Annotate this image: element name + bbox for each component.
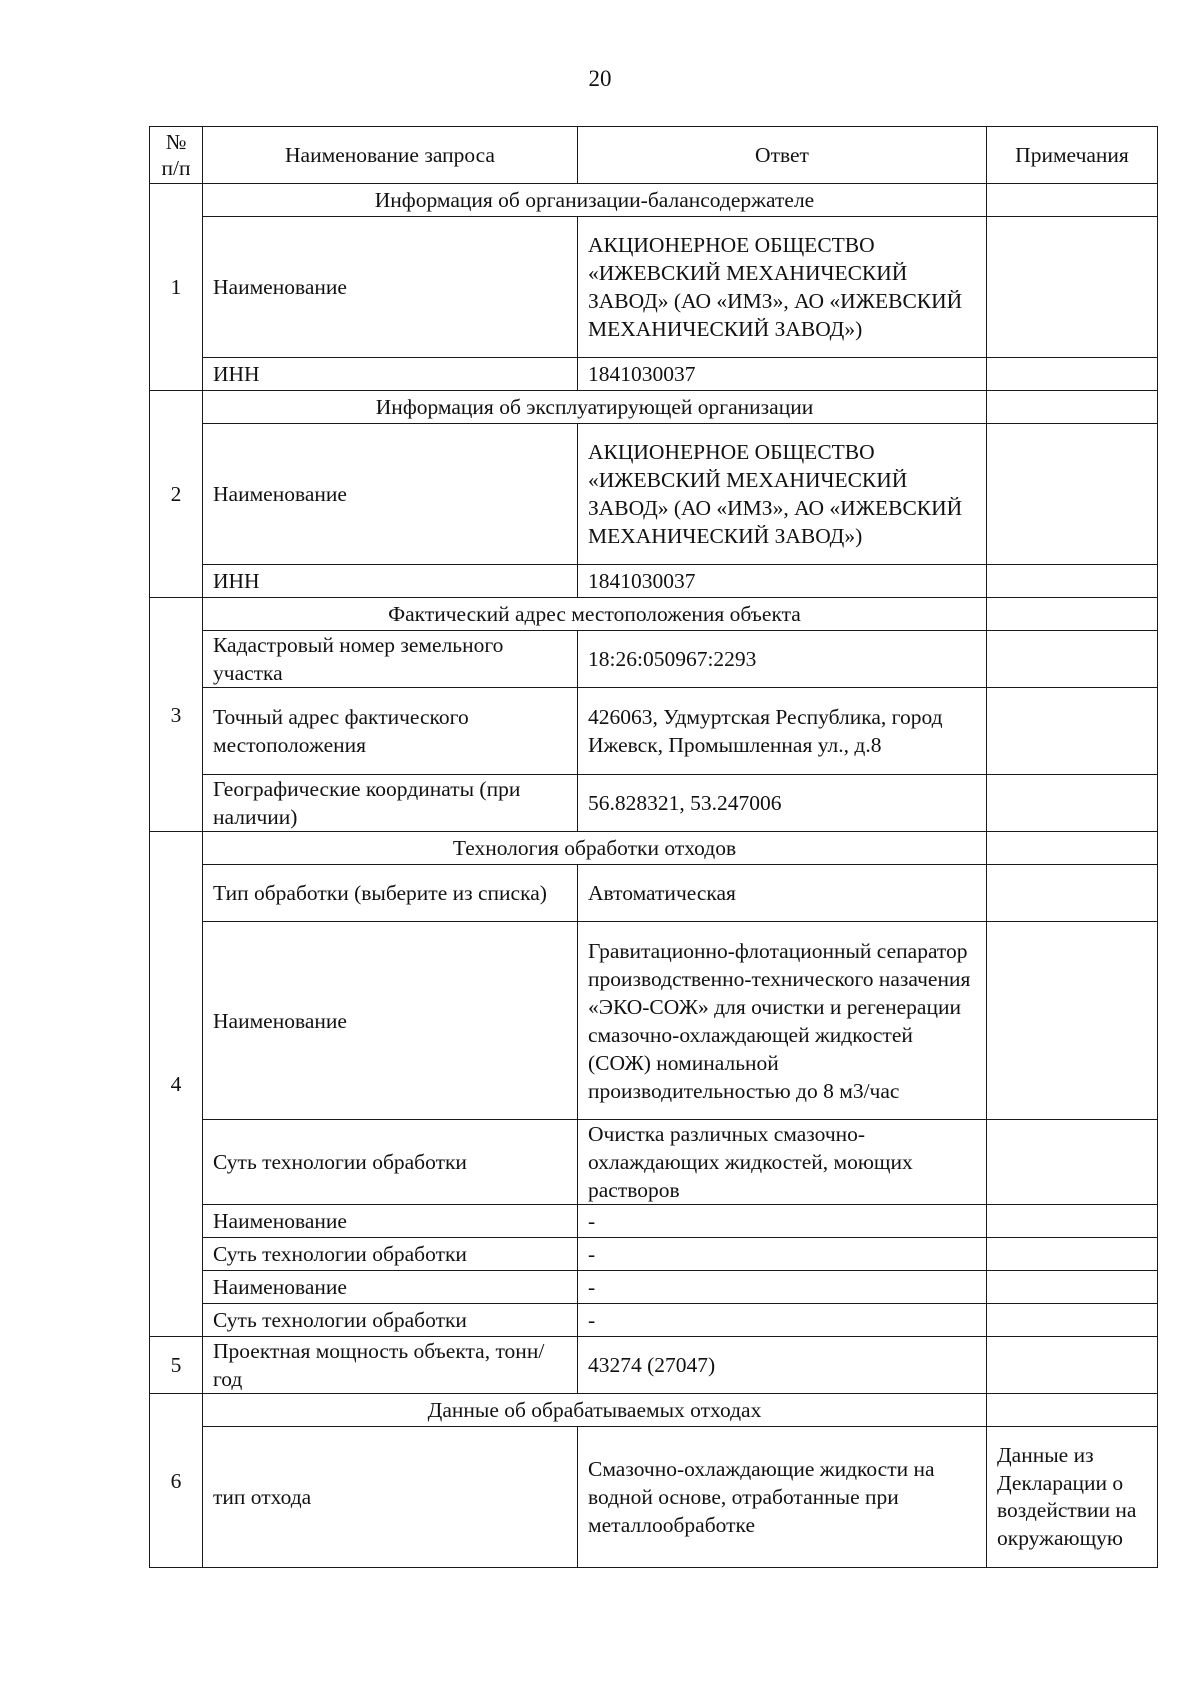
table-row <box>150 1205 1158 1238</box>
row-number: 2 <box>150 391 203 598</box>
note-cell <box>987 1238 1158 1271</box>
row-number: 5 <box>150 1337 203 1394</box>
header-number: № п/п <box>150 127 203 184</box>
answer-value: - <box>578 1304 987 1337</box>
table-row <box>150 565 1158 598</box>
section-title: Данные об обрабатываемых отходах <box>203 1394 987 1427</box>
row-number: 1 <box>150 184 203 391</box>
table-row <box>150 424 1158 565</box>
row-number: 6 <box>150 1394 203 1568</box>
section-title-row <box>150 598 1158 631</box>
section-title-row <box>150 832 1158 865</box>
note-cell <box>987 1271 1158 1304</box>
request-label: Наименование <box>203 922 578 1120</box>
request-label: тип отхода <box>203 1427 578 1568</box>
table-row <box>150 1238 1158 1271</box>
request-label: Географические координаты (при наличии) <box>203 775 578 832</box>
note-cell <box>987 424 1158 565</box>
answer-value: - <box>578 1205 987 1238</box>
request-label: Наименование <box>203 1271 578 1304</box>
note-cell <box>987 1120 1158 1205</box>
table-row <box>150 358 1158 391</box>
answer-value: 43274 (27047) <box>578 1337 987 1394</box>
table-row <box>150 865 1158 922</box>
table-row <box>150 217 1158 358</box>
request-label: ИНН <box>203 358 578 391</box>
answer-value: Гравитационно-флотационный сепаратор производственно-технического назачения «ЭКО-СОЖ» для очистки и регенерации смазочно-охлаждающей жидкостей (СОЖ) номинальной производительностью до 8 м3/час <box>578 922 987 1120</box>
note-cell <box>987 832 1158 865</box>
note-cell <box>987 391 1158 424</box>
section-title: Информация об эксплуатирующей организации <box>203 391 987 424</box>
note-cell <box>987 631 1158 688</box>
note-cell <box>987 865 1158 922</box>
section-title: Технология обработки отходов <box>203 832 987 865</box>
section-title-row <box>150 391 1158 424</box>
table-row <box>150 631 1158 688</box>
section-title: Фактический адрес местоположения объекта <box>203 598 987 631</box>
note-cell <box>987 1337 1158 1394</box>
answer-value: - <box>578 1238 987 1271</box>
table-row <box>150 1304 1158 1337</box>
request-label: Точный адрес фактического местоположения <box>203 688 578 775</box>
row-number: 4 <box>150 832 203 1337</box>
table-header-row <box>150 127 1158 184</box>
table-row <box>150 1337 1158 1394</box>
section-title-row <box>150 184 1158 217</box>
header-answer: Ответ <box>578 127 987 184</box>
table-row <box>150 688 1158 775</box>
answer-value: АКЦИОНЕРНОЕ ОБЩЕСТВО «ИЖЕВСКИЙ МЕХАНИЧЕСКИЙ ЗАВОД» (АО «ИМЗ», АО «ИЖЕВСКИЙ МЕХАНИЧЕСКИЙ ЗАВОД») <box>578 217 987 358</box>
answer-value: 426063, Удмуртская Республика, город Ижевск, Промышленная ул., д.8 <box>578 688 987 775</box>
request-label: Кадастровый номер земельного участка <box>203 631 578 688</box>
note-cell <box>987 217 1158 358</box>
note-cell <box>987 184 1158 217</box>
section-title: Информация об организации-балансодержателе <box>203 184 987 217</box>
request-label: Суть технологии обработки <box>203 1120 578 1205</box>
request-label: Тип обработки (выберите из списка) <box>203 865 578 922</box>
table-row <box>150 1271 1158 1304</box>
header-name: Наименование запроса <box>203 127 578 184</box>
request-label: Суть технологии обработки <box>203 1304 578 1337</box>
page-number: 20 <box>588 66 612 91</box>
note-cell <box>987 1304 1158 1337</box>
note-cell: Данные из Декларации о воздействии на окружающую <box>987 1427 1158 1568</box>
request-label: Наименование <box>203 217 578 358</box>
note-cell <box>987 922 1158 1120</box>
answer-value: - <box>578 1271 987 1304</box>
request-label: Проектная мощность объекта, тонн/год <box>203 1337 578 1394</box>
note-cell <box>987 565 1158 598</box>
answer-value: АКЦИОНЕРНОЕ ОБЩЕСТВО «ИЖЕВСКИЙ МЕХАНИЧЕСКИЙ ЗАВОД» (АО «ИМЗ», АО «ИЖЕВСКИЙ МЕХАНИЧЕСКИЙ ЗАВОД») <box>578 424 987 565</box>
note-cell <box>987 688 1158 775</box>
table-row <box>150 775 1158 832</box>
table-row <box>150 1427 1158 1568</box>
request-label: Наименование <box>203 1205 578 1238</box>
request-label: Суть технологии обработки <box>203 1238 578 1271</box>
request-label: Наименование <box>203 424 578 565</box>
header-notes: Примечания <box>987 127 1158 184</box>
answer-value: Автоматическая <box>578 865 987 922</box>
row-number: 3 <box>150 598 203 832</box>
answer-value: Смазочно-охлаждающие жидкости на водной основе, отработанные при металлообработке <box>578 1427 987 1568</box>
answer-value: 18:26:050967:2293 <box>578 631 987 688</box>
table-row <box>150 1120 1158 1205</box>
request-table <box>149 126 1158 1568</box>
answer-value: 1841030037 <box>578 565 987 598</box>
section-title-row <box>150 1394 1158 1427</box>
request-label: ИНН <box>203 565 578 598</box>
note-cell <box>987 775 1158 832</box>
note-cell <box>987 358 1158 391</box>
answer-value: 56.828321, 53.247006 <box>578 775 987 832</box>
answer-value: 1841030037 <box>578 358 987 391</box>
note-cell <box>987 598 1158 631</box>
answer-value: Очистка различных смазочно-охлаждающих жидкостей, моющих растворов <box>578 1120 987 1205</box>
table-row <box>150 922 1158 1120</box>
note-cell <box>987 1394 1158 1427</box>
note-cell <box>987 1205 1158 1238</box>
